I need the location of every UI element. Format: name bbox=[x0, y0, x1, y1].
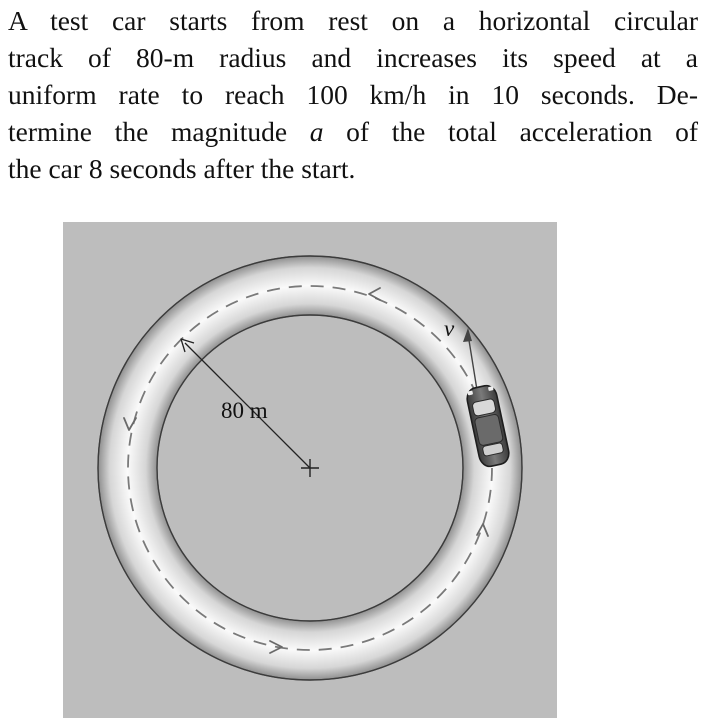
problem-line-4 bbox=[8, 113, 698, 150]
car-roof bbox=[474, 414, 503, 446]
problem-line-1: A test car starts from rest on a horizontal circular bbox=[8, 5, 698, 36]
acceleration-symbol: a bbox=[309, 116, 324, 147]
radius-label: 80 m bbox=[221, 398, 268, 423]
track-figure bbox=[63, 222, 557, 718]
problem-statement bbox=[8, 2, 698, 187]
problem-line-2: track of 80-m radius and increases its speed at a bbox=[8, 42, 698, 73]
velocity-label: v bbox=[444, 316, 455, 341]
problem-line-5: the car 8 seconds after the start. bbox=[8, 153, 356, 184]
track-diagram bbox=[63, 222, 557, 718]
problem-line-3: uniform rate to reach 100 km/h in 10 seconds. De- bbox=[8, 79, 698, 110]
problem-line-4-post: of the total acceleration of bbox=[323, 116, 699, 147]
problem-line-4-pre: termine the magnitude bbox=[8, 116, 310, 147]
